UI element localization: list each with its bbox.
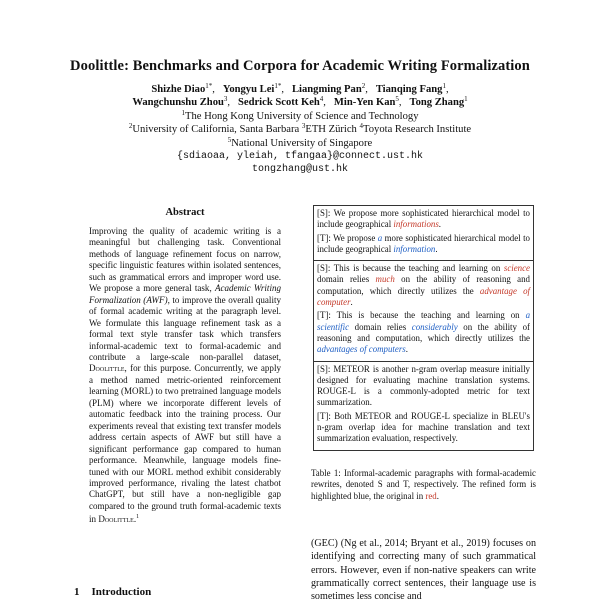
text-part: : Both METEOR and ROUGE-L specialize in BLEU's n-gram overlap idea for machine translation and text summarization evaluation, respectively. <box>317 410 530 444</box>
affiliation: The Hong Kong University of Science and Technology <box>184 110 419 122</box>
target-sentence <box>317 411 530 445</box>
text-part: more sophisticated hierarchical model to include geographical <box>317 232 530 254</box>
affil-sup: 1 <box>181 108 185 117</box>
author-sup: 1* <box>274 82 282 90</box>
refined-highlight: considerably <box>411 321 458 332</box>
author-name: Tong Zhang <box>409 97 465 109</box>
author-name: Wangchunshu Zhou <box>132 97 224 109</box>
affiliation-line-2 <box>0 123 600 136</box>
text-part: on the ability of reasoning and computation, which directly utilizes the <box>317 321 530 343</box>
text-part: . <box>405 344 408 355</box>
caption-red-word: red <box>425 490 437 501</box>
affil-sup: 5 <box>227 135 232 144</box>
s-label: [S] <box>317 208 328 218</box>
example-table <box>313 205 534 451</box>
table-row <box>314 361 534 450</box>
affiliation-line-1 <box>0 110 600 123</box>
text-part: : This is because the teaching and learning on <box>328 310 526 321</box>
author-sup: 4 <box>319 95 324 104</box>
source-sentence <box>317 208 530 231</box>
section-number: 1 <box>74 586 80 598</box>
author-name: Yongyu Lei <box>222 84 275 95</box>
original-highlight: advantage of computer <box>317 285 531 308</box>
affiliation: ETH Zürich <box>305 124 357 136</box>
t-label: [T] <box>317 410 329 421</box>
table-cell <box>314 261 534 361</box>
text-part: . <box>438 219 441 230</box>
caption-text: Table 1: Informal-academic paragraphs with formal-academic rewrites, denoted S and T, respectively. The refined form is highlighted blue, the original in <box>311 468 536 501</box>
text-part: on the ability of reasoning and computation, which directly utilizes the <box>317 274 530 296</box>
author-line-1: Shizhe Diao$^{1*}$, Yongyu Lei$^{1*}$, Liangming Pan$^2$, Tianqing Fang$^1$, <box>151 82 449 95</box>
abstract-part: , for this purpose. Concurrently, we apply a method named metric-oriented reinforcement learning (MORL) to two pretrained language models (PLM) where we incorporate different levels of automatic feedback into the training process. Our experiments reveal that existing text transfer models address certain aspects of AWF but still have a significant performance gap compared to human performance. Meanwhile, language models fine-tuned with our MORL method exhibit considerably improved performance, rivaling the latest chatbot ChatGPT, but still have a non-negligible gap compared to the ground truth formal-academic texts in <box>89 363 281 525</box>
body-paragraph: (GEC) (Ng et al., 2014; Bryant et al., 2019) focuses on identifying and correcting many of such grammatical errors. However, even if non-native speakers can write grammatically correct sentences, their language use is sometimes less concise and <box>311 538 536 603</box>
affiliation-line-3 <box>0 137 600 150</box>
author-name: Liangming Pan <box>291 84 362 95</box>
affiliation: University of California, Santa Barbara <box>132 124 300 136</box>
author-sup: 2 <box>361 82 366 90</box>
email-line-2[interactable]: tongzhang@ust.hk <box>251 164 348 176</box>
abstract-part: . <box>133 514 137 525</box>
s-label: [S] <box>317 363 328 374</box>
original-highlight: informations <box>393 219 439 230</box>
author-sup: 1 <box>442 82 446 90</box>
author-name: Sedrick Scott Keh <box>237 97 320 109</box>
source-sentence <box>317 364 530 409</box>
abstract-part: Improving the quality of academic writing is a meaningful but challenging task. Conventional methods of language refinement focus on narrow, specific linguistic features within isolated sentences, such as grammatical errors and improper word use. We propose a more general task, <box>89 226 281 294</box>
t-label: [T] <box>317 232 329 243</box>
author-sup: 5 <box>395 95 399 104</box>
author-block <box>0 83 600 177</box>
affil-sup: 3 <box>301 122 306 131</box>
table-row <box>314 261 534 361</box>
text-part: : METEOR is another n-gram overlap measure initially designed for evaluating machine translation systems. ROUGE-L is a commonly-adopted metric for text summarization. <box>317 363 530 408</box>
affiliation: Toyota Research Institute <box>363 124 472 136</box>
refined-highlight: a scientific <box>317 310 530 332</box>
author-sup: 1* <box>205 82 213 90</box>
table-cell <box>314 206 534 261</box>
section-title: Introduction <box>91 586 152 598</box>
s-label: [S] <box>317 263 328 274</box>
dataset-name: Doolittle <box>89 363 125 374</box>
dataset-name: Doolittle <box>98 514 134 525</box>
author-name: Tianqing Fang <box>375 84 443 95</box>
original-highlight: science <box>503 263 530 274</box>
text-part: : We propose more sophisticated hierarchical model to include geographical <box>317 208 530 230</box>
t-label: [T] <box>317 310 329 321</box>
table-row <box>314 206 534 261</box>
original-highlight: much <box>375 274 395 285</box>
author-line-2: Wangchunshu Zhou$^3$, Sedrick Scott Keh$^4$, Min-Yen Kan$^5$, Tong Zhang$^1$ <box>132 95 468 109</box>
abstract-text <box>89 226 281 526</box>
affiliation: National University of Singapore <box>231 137 373 149</box>
text-part: . <box>350 297 353 308</box>
text-part: domain relies <box>317 274 376 285</box>
paper-title: Doolittle: Benchmarks and Corpora for Academic Writing Formalization <box>70 58 530 74</box>
text-part: : We propose <box>328 232 378 243</box>
section-heading <box>74 586 163 598</box>
table-caption <box>311 468 536 502</box>
author-sup: 1 <box>464 95 468 104</box>
abstract-part: , to improve the overall quality of formal academic writing at the paragraph level. We formulate this language refinement task as a formal text style transfer task which transfers informal-academic text to formal-academic and contribute a large-scale non-parallel dataset, <box>89 294 282 362</box>
refined-highlight: information <box>393 243 436 254</box>
author-sup: 3 <box>223 95 228 104</box>
target-sentence <box>317 233 530 256</box>
text-part: domain relies <box>349 321 412 332</box>
affil-sup: 4 <box>359 122 363 131</box>
affil-sup: 2 <box>128 122 133 131</box>
footnote-mark[interactable]: 1 <box>136 514 140 521</box>
target-sentence <box>317 310 530 355</box>
table-cell <box>314 361 534 450</box>
author-name: Shizhe Diao <box>151 84 206 95</box>
abstract-heading: Abstract <box>165 207 205 218</box>
author-name: Min-Yen Kan <box>333 97 396 109</box>
text-part: . <box>435 243 438 254</box>
email-line-1[interactable]: {sdiaoaa, yleiah, tfangaa}@connect.ust.hk <box>176 151 424 163</box>
refined-highlight: a <box>377 232 383 243</box>
text-part: : This is because the teaching and learning on <box>327 263 504 274</box>
source-sentence <box>317 263 530 308</box>
task-name: Academic Writing Formalization (AWF) <box>89 283 281 305</box>
caption-text: . <box>436 490 439 501</box>
refined-highlight: advantages of computers <box>317 344 406 355</box>
